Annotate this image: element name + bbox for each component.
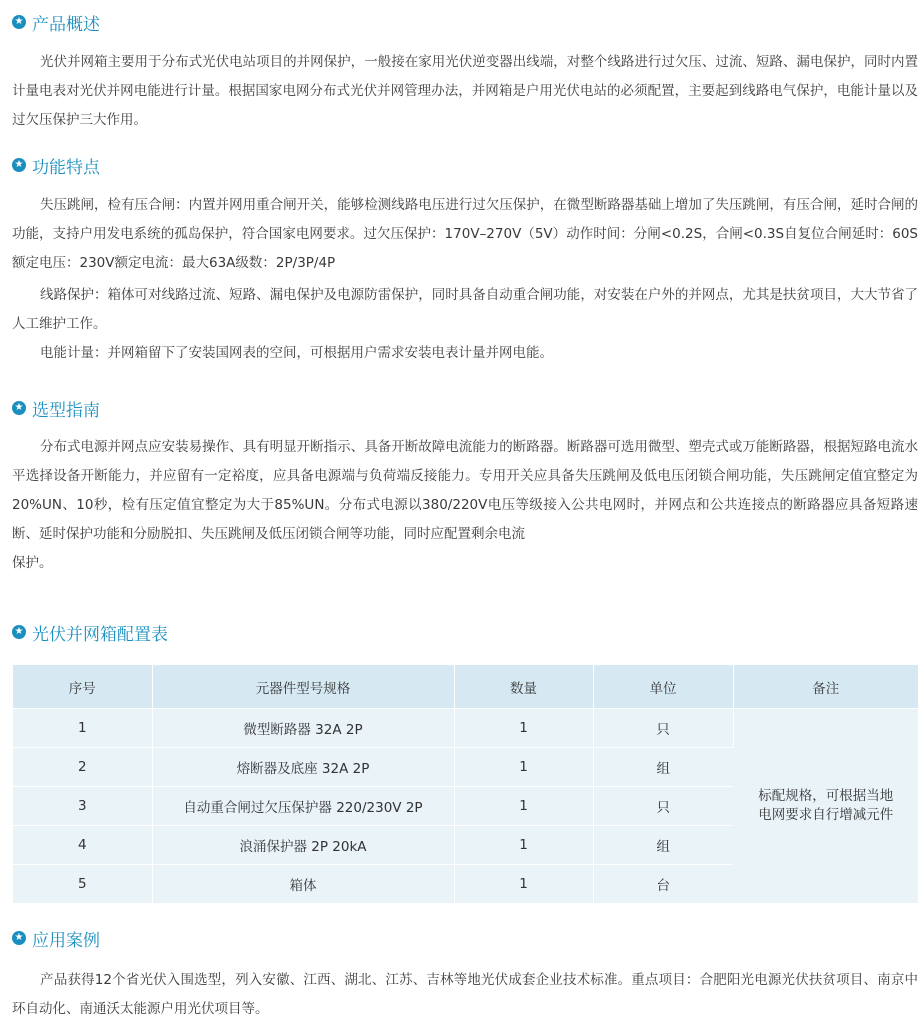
header-spec: 元器件型号规格 [152, 665, 454, 709]
section-title-text: 产品概述 [32, 14, 100, 35]
section-title-overview [12, 10, 100, 34]
header-qty: 数量 [454, 665, 593, 709]
cell-qty: 1 [454, 709, 593, 748]
cell-no: 4 [13, 826, 152, 865]
section-title-features [12, 153, 100, 177]
star-icon: ★ [12, 15, 26, 29]
star-icon: ★ [12, 625, 26, 639]
section-title-config [12, 620, 168, 644]
star-icon: ★ [12, 931, 26, 945]
table-header-row [13, 665, 918, 709]
header-unit: 单位 [593, 665, 733, 709]
header-note: 备注 [733, 665, 918, 709]
cell-unit: 只 [593, 787, 733, 826]
cell-unit: 只 [593, 709, 733, 748]
cell-unit: 台 [593, 865, 733, 904]
guide-paragraph: 分布式电源并网点应安装易操作、具有明显开断指示、具备开断故障电流能力的断路器。断路器可选用微型、塑壳式或万能断路器，根据短路电流水平选择设备开断能力，并应留有一定裕度，应具备电源端与负荷端反接能力。专用开关应具备失压跳闸及低电压闭锁合闸功能，失压跳闸定值宜整定为20%UN、10秒，检有压定值宜整定为大于85%UN。分布式电源以380/220V电压等级接入公共电网时，并网点和公共连接点的断路器应具备短路速断、延时保护功能和分励脱扣、失压跳闸及低压闭锁合闸等功能，同时应配置剩余电流 保护。 [12, 439, 918, 571]
overview-paragraph: 光伏并网箱主要用于分布式光伏电站项目的并网保护，一般接在家用光伏逆变器出线端，对整个线路进行过欠压、过流、短路、漏电保护，同时内置计量电表对光伏并网电能进行计量。根据国家电网分布式光伏并网管理办法，并网箱是户用光伏电站的必须配置，主要起到线路电气保护，电能计量以及过欠压保护三大作用。 [12, 54, 918, 128]
guide-paragraph-tail: 保护。 [12, 555, 53, 571]
config-table [13, 665, 918, 903]
cell-qty: 1 [454, 826, 593, 865]
cell-unit: 组 [593, 826, 733, 865]
cell-no: 5 [13, 865, 152, 904]
section-title-text: 应用案例 [32, 930, 100, 951]
section-title-text: 功能特点 [32, 157, 100, 178]
cell-spec: 自动重合闸过欠压保护器 220/230V 2P [152, 787, 454, 826]
cell-spec: 箱体 [152, 865, 454, 904]
header-no: 序号 [13, 665, 152, 709]
cell-qty: 1 [454, 748, 593, 787]
cases-paragraph: 产品获得12个省光伏入围选型，列入安徽、江西、湖北、江苏、吉林等地光伏成套企业技术标准。重点项目：合肥阳光电源光伏扶贫项目、南京中环自动化、南通沃太能源户用光伏项目等。 [12, 972, 918, 1017]
features-paragraph-1: 失压跳闸，检有压合闸：内置并网用重合闸开关，能够检测线路电压进行过欠压保护，在微型断路器基础上增加了失压跳闸，有压合闸，延时合闸的功能，支持户用发电系统的孤岛保护，符合国家电网要求。过欠压保护：170V–270V（5V）动作时间：分闸<0.2S，合闸<0.3S自复位合闸延时：60S额定电压：230V额定电流：最大63A级数：2P/3P/4P [12, 197, 918, 271]
cell-unit: 组 [593, 748, 733, 787]
table-row [13, 709, 918, 748]
cell-qty: 1 [454, 787, 593, 826]
section-title-text: 光伏并网箱配置表 [32, 624, 168, 645]
features-paragraph-2: 线路保护：箱体可对线路过流、短路、漏电保护及电源防雷保护，同时具备自动重合闸功能，对安装在户外的并网点，尤其是扶贫项目，大大节省了人工维护工作。 [12, 287, 918, 332]
cell-spec: 微型断路器 32A 2P [152, 709, 454, 748]
section-title-guide [12, 396, 100, 420]
cell-spec: 熔断器及底座 32A 2P [152, 748, 454, 787]
star-icon: ★ [12, 401, 26, 415]
cell-no: 2 [13, 748, 152, 787]
cell-no: 1 [13, 709, 152, 748]
cell-qty: 1 [454, 865, 593, 904]
cell-no: 3 [13, 787, 152, 826]
features-paragraph-3: 电能计量：并网箱留下了安装国网表的空间，可根据用户需求安装电表计量并网电能。 [40, 345, 553, 361]
cell-spec: 浪涌保护器 2P 20kA [152, 826, 454, 865]
star-icon: ★ [12, 158, 26, 172]
section-title-cases [12, 926, 100, 950]
cell-note: 标配规格，可根据当地电网要求自行增减元件 [733, 709, 918, 904]
section-title-text: 选型指南 [32, 400, 100, 421]
